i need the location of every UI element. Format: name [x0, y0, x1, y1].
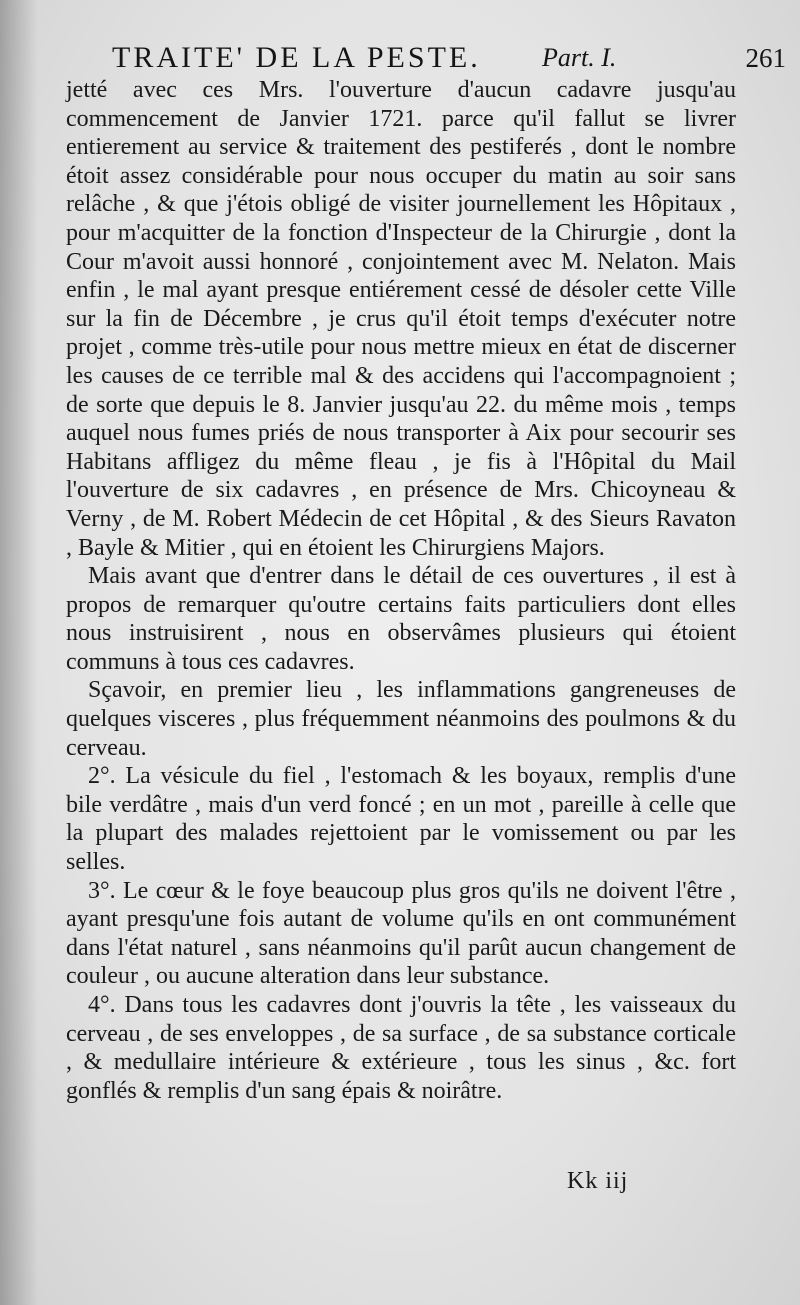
- running-header: [112, 38, 786, 78]
- binding-shadow: [0, 0, 38, 1305]
- signature-mark: Kk iij: [567, 1168, 629, 1194]
- paragraph-5: 3°. Le cœur & le foye beaucoup plus gros qu'ils ne doivent l'être , ayant presqu'une fois autant de volume qu'ils en ont communément dans l'état naturel , sans néanmoins qu'il parût aucun changement de couleur , ou aucune alteration dans leur substance.: [66, 877, 736, 990]
- paragraph-2: Mais avant que d'entrer dans le détail de ces ouvertures , il est à propos de remarquer qu'outre certains faits particuliers dont elles nous instruisirent , nous en observâmes plusieurs qui étoient communs à tous ces cadavres.: [66, 563, 736, 675]
- body-text: [66, 76, 736, 1105]
- running-title: TRAITE' DE LA PESTE.: [112, 41, 481, 74]
- paragraph-6: 4°. Dans tous les cadavres dont j'ouvris la tête , les vaisseaux du cerveau , de ses enveloppes , de sa surface , de sa substance corticale , & medullaire intérieure & extérieure , tous les sinus , &c. fort gonflés & remplis d'un sang épais & noirâtre.: [66, 992, 736, 1104]
- part-label: Part. I.: [542, 43, 617, 72]
- paragraph-4: 2°. La vésicule du fiel , l'estomach & les boyaux, remplis d'une bile verdâtre , mais d'un verd foncé ; en un mot , pareille à celle que la plupart des malades rejettoient par le vomissement ou par les selles.: [66, 763, 736, 876]
- paragraph-3: Sçavoir, en premier lieu , les inflammations gangreneuses de quelques visceres , plus fréquemment néanmoins des poulmons & du cerveau.: [66, 677, 736, 761]
- paragraph-1: jetté avec ces Mrs. l'ouverture d'aucun cadavre jusqu'au commencement de Janvier 1721. parce qu'il fallut se livrer entierement au service & traitement des pestiferés , dont le nombre étoit assez considérable pour nous occuper du matin au soir sans relâche , & que j'étois obligé de visiter journellement les Hôpitaux , pour m'acquitter de la fonction d'Inspecteur de la Chirurgie , dont la Cour m'avoit aussi honnoré , conjointement avec M. Nelaton. Mais enfin , le mal ayant presque entiérement cessé de désoler cette Ville sur la fin de Décembre , je crus qu'il étoit temps d'exécuter notre projet , comme très-utile pour nous mettre mieux en état de discerner les causes de ce terrible mal & des accidens qui l'accompagnoient ; de sorte que depuis le 8. Janvier jusqu'au 22. du même mois , temps auquel nous fumes priés de nous transporter à Aix pour secourir ses Habitans affligez du même fleau , je fis à l'Hôpital du Mail l'ouverture de six cadavres , en présence de Mrs. Chicoyneau & Verny , de M. Robert Médecin de cet Hôpital , & des Sieurs Ravaton , Bayle & Mitier , qui en étoient les Chirurgiens Majors.: [66, 77, 736, 561]
- page-number: 261: [745, 43, 786, 73]
